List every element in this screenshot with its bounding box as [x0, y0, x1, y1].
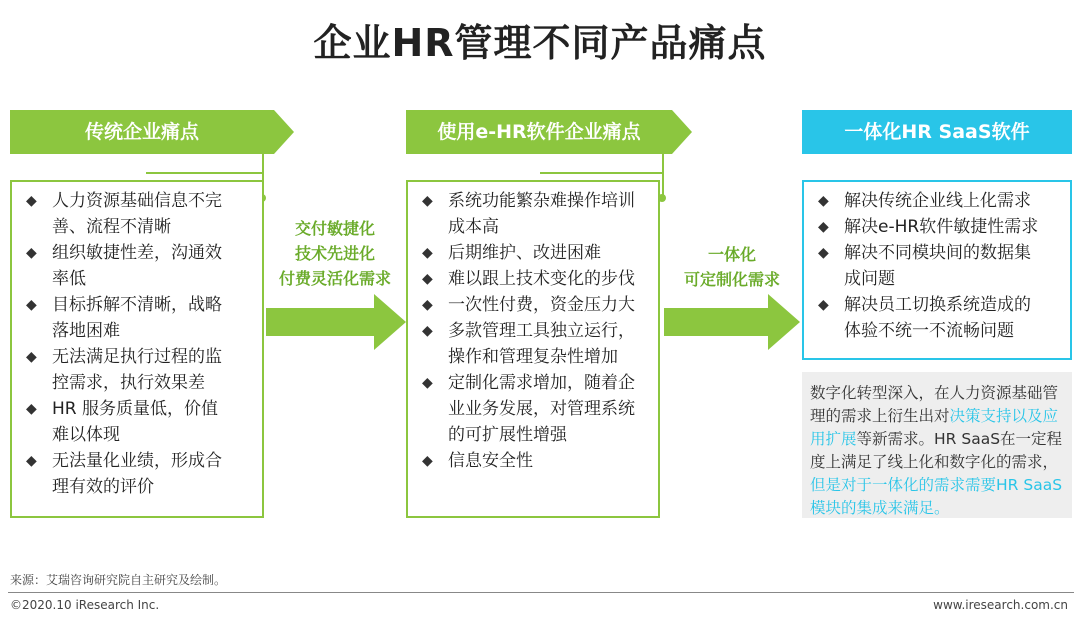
arrow-label-2: 一体化 可定制化需求	[683, 245, 780, 289]
diamond-bullet-icon: ◆	[26, 401, 37, 417]
ehr-pain-points-box	[406, 180, 660, 518]
diamond-bullet-icon: ◆	[422, 323, 433, 339]
diamond-bullet-icon: ◆	[422, 245, 433, 261]
list-item: ◆ 解决e-HR软件敏捷性需求	[818, 214, 1062, 240]
list-item: ◆ 无法量化业绩，形成合	[26, 448, 254, 474]
header-traditional-label: 传统企业痛点	[84, 121, 199, 143]
note-highlight-1: 决策支持以及应用扩展	[810, 407, 1059, 448]
list-item-continued: 成本高	[448, 217, 499, 237]
list-item: ◆ 多款管理工具独立运行，	[422, 318, 650, 344]
list-item-continued: 业业务发展，对管理系统	[448, 399, 635, 419]
diamond-bullet-icon: ◆	[422, 271, 433, 287]
list-item: ◆ 解决不同模块间的数据集	[818, 240, 1062, 266]
list-item-continued: 操作和管理复杂性增加	[448, 347, 618, 367]
list-item-continued: 难以体现	[52, 425, 120, 445]
note-text-2: 等新需求。HR SaaS在一定程度上满足了线上化和数字化的需求，	[810, 430, 1063, 471]
list-item-continued: 的可扩展性增强	[448, 425, 567, 445]
list-item-continued: 控需求，执行效果差	[52, 373, 205, 393]
list-item: ◆ 信息安全性	[422, 448, 650, 474]
diamond-bullet-icon: ◆	[422, 453, 433, 469]
ehr-pain-points-list	[422, 188, 650, 474]
traditional-pain-points-list	[26, 188, 254, 500]
list-item-continued: 落地困难	[52, 321, 120, 341]
page-title: 企业HR管理不同产品痛点	[313, 21, 767, 65]
diamond-bullet-icon: ◆	[26, 297, 37, 313]
list-item-continued: 善、流程不清晰	[52, 217, 171, 237]
diamond-bullet-icon: ◆	[26, 453, 37, 469]
header-traditional	[10, 110, 274, 154]
website-link[interactable]: www.iresearch.com.cn	[933, 598, 1068, 612]
list-item-continued: 成问题	[844, 269, 895, 289]
list-item: ◆ 无法满足执行过程的监	[26, 344, 254, 370]
traditional-pain-points-box	[10, 180, 264, 518]
list-item: ◆ HR 服务质量低，价值	[26, 396, 254, 422]
list-item-continued: 体验不统一不流畅问题	[844, 321, 1014, 341]
list-item: ◆ 一次性付费，资金压力大	[422, 292, 650, 318]
diamond-bullet-icon: ◆	[818, 193, 829, 209]
diamond-bullet-icon: ◆	[422, 297, 433, 313]
note-text-1: 数字化转型深入，在人力资源基础管理的需求上衍生出对	[810, 384, 1059, 425]
copyright: ©2020.10 iResearch Inc.	[10, 598, 160, 612]
diamond-bullet-icon: ◆	[422, 375, 433, 391]
list-item: ◆ 组织敏捷性差，沟通效	[26, 240, 254, 266]
note-highlight-2: 但是对于一体化的需求需要HR SaaS模块的集成来满足。	[810, 476, 1063, 517]
list-item: ◆ 解决员工切换系统造成的	[818, 292, 1062, 318]
footer-divider	[8, 592, 1074, 593]
diamond-bullet-icon: ◆	[818, 297, 829, 313]
diamond-bullet-icon: ◆	[818, 219, 829, 235]
list-item: ◆ 定制化需求增加，随着企	[422, 370, 650, 396]
list-item: ◆ 后期维护、改进困难	[422, 240, 650, 266]
list-item: ◆ 人力资源基础信息不完	[26, 188, 254, 214]
arrow-label-1: 交付敏捷化 技术先进化 付费灵活化需求	[278, 219, 391, 288]
list-item: ◆ 难以跟上技术变化的步伐	[422, 266, 650, 292]
list-item: ◆ 目标拆解不清晰，战略	[26, 292, 254, 318]
list-item-continued: 率低	[52, 269, 86, 289]
list-item: ◆ 系统功能繁杂难操作培训	[422, 188, 650, 214]
diamond-bullet-icon: ◆	[26, 245, 37, 261]
saas-solutions-list	[818, 188, 1062, 344]
diamond-bullet-icon: ◆	[26, 349, 37, 365]
summary-note	[802, 372, 1072, 518]
header-saas-label: 一体化HR SaaS软件	[844, 121, 1030, 143]
arrow-right-icon	[266, 294, 406, 350]
header-ehr	[406, 110, 672, 154]
list-item-continued: 理有效的评价	[52, 477, 154, 497]
diamond-bullet-icon: ◆	[818, 245, 829, 261]
source-note: 来源：艾瑞咨询研究院自主研究及绘制。	[10, 573, 227, 587]
header-ehr-label: 使用e-HR软件企业痛点	[437, 121, 641, 143]
diamond-bullet-icon: ◆	[26, 193, 37, 209]
saas-solutions-box	[802, 180, 1072, 360]
arrow-right-icon	[664, 294, 800, 350]
diamond-bullet-icon: ◆	[422, 193, 433, 209]
header-saas	[802, 110, 1072, 154]
list-item: ◆ 解决传统企业线上化需求	[818, 188, 1062, 214]
